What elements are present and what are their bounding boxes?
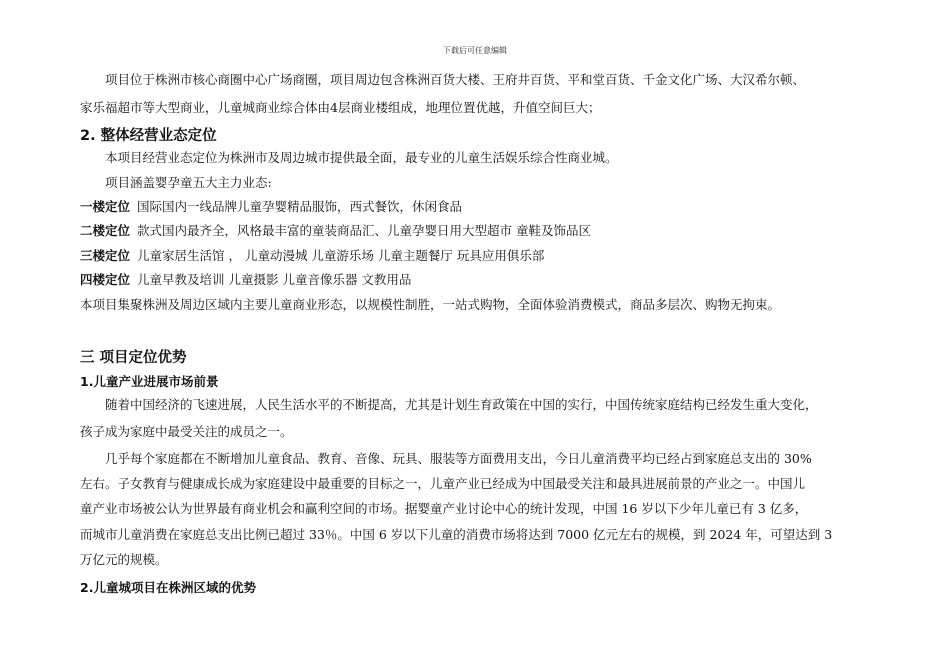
- floor-label-2: 二楼定位: [80, 223, 131, 238]
- sub1-para-2-line-3: 童产业市场被公认为世界最有商业机会和赢利空间的市场。据婴童产业讨论中心的统计发现，中国 16 岁以下少年儿童已有 3 亿多，: [80, 501, 808, 516]
- sub1-para-1-line-1: 随着中国经济的飞速进展，人民生活水平的不断提高，尤其是计划生育政策在中国的实行，中国传统家庭结构已经发生重大变化，: [105, 397, 818, 412]
- floor-row-1: [80, 199, 880, 215]
- floor-label-4: 四楼定位: [80, 272, 131, 287]
- floor-text-3: 儿童家居生活馆 ， 儿童动漫城 儿童游乐场 儿童主题餐厅 玩具应用俱乐部: [137, 248, 545, 263]
- section-2-para-1: 本项目经营业态定位为株洲市及周边城市提供最全面，最专业的儿童生活娱乐综合性商业城。: [105, 150, 618, 165]
- sub1-para-1-line-2: 孩子成为家庭中最受关注的成员之一。: [80, 424, 293, 439]
- sub1-para-2-line-2: 左右。子女教育与健康成长成为家庭建设中最重要的目标之一，儿童产业已经成为中国最受关注和最具进展前景的产业之一。中国儿: [80, 476, 806, 491]
- floor-label-1: 一楼定位: [80, 199, 131, 214]
- floor-text-2: 款式国内最齐全，风格最丰富的童装商品汇、儿童孕婴日用大型超市 童鞋及饰品区: [137, 223, 591, 238]
- floor-row-2: [80, 223, 880, 239]
- intro-line-1: 项目位于株洲市核心商圈中心广场商圈，项目周边包含株洲百货大楼、王府井百货、平和堂百货、千金文化广场、大汉希尔顿、: [105, 72, 806, 87]
- floor-row-3: [80, 248, 880, 264]
- floor-label-3: 三楼定位: [80, 248, 131, 263]
- floor-text-4: 儿童早教及培训 儿童摄影 儿童音像乐器 文教用品: [137, 272, 412, 287]
- intro-line-2: 家乐福超市等大型商业，儿童城商业综合体由4层商业楼组成，地理位置优越，升值空间巨大；: [80, 100, 601, 115]
- floor-row-4: [80, 272, 880, 288]
- section-2-heading: 2. 整体经营业态定位: [80, 128, 217, 144]
- sub1-para-2-line-5: 万亿元的规模。: [80, 552, 168, 567]
- floor-text-1: 国际国内一线品牌儿童孕婴精品服饰，西式餐饮，休闲食品: [137, 199, 463, 214]
- page-header-note: 下载后可任意编辑: [443, 46, 507, 55]
- section-2-summary: 本项目集聚株洲及周边区域内主要儿童商业形态，以规模性制胜，一站式购物，全面体验消费模式，商品多层次、购物无拘束。: [80, 297, 781, 312]
- subsection-2-heading: 2.儿童城项目在株洲区域的优势: [80, 580, 256, 595]
- subsection-1-heading: 1.儿童产业进展市场前景: [80, 374, 219, 389]
- sub1-para-2-line-4: 而城市儿童消费在家庭总支出比例已超过 33％。中国 6 岁以下儿童的消费市场将达到 7000 亿元左右的规模，到 2024 年，可望达到 3: [80, 527, 833, 542]
- section-3-heading: 三 项目定位优势: [80, 350, 187, 366]
- sub1-para-2-line-1: 几乎每个家庭都在不断增加儿童食品、教育、音像、玩具、服装等方面费用支出，今日儿童消费平均已经占到家庭总支出的 30%: [105, 451, 812, 466]
- section-2-para-2: 项目涵盖婴孕童五大主力业态:: [105, 175, 272, 190]
